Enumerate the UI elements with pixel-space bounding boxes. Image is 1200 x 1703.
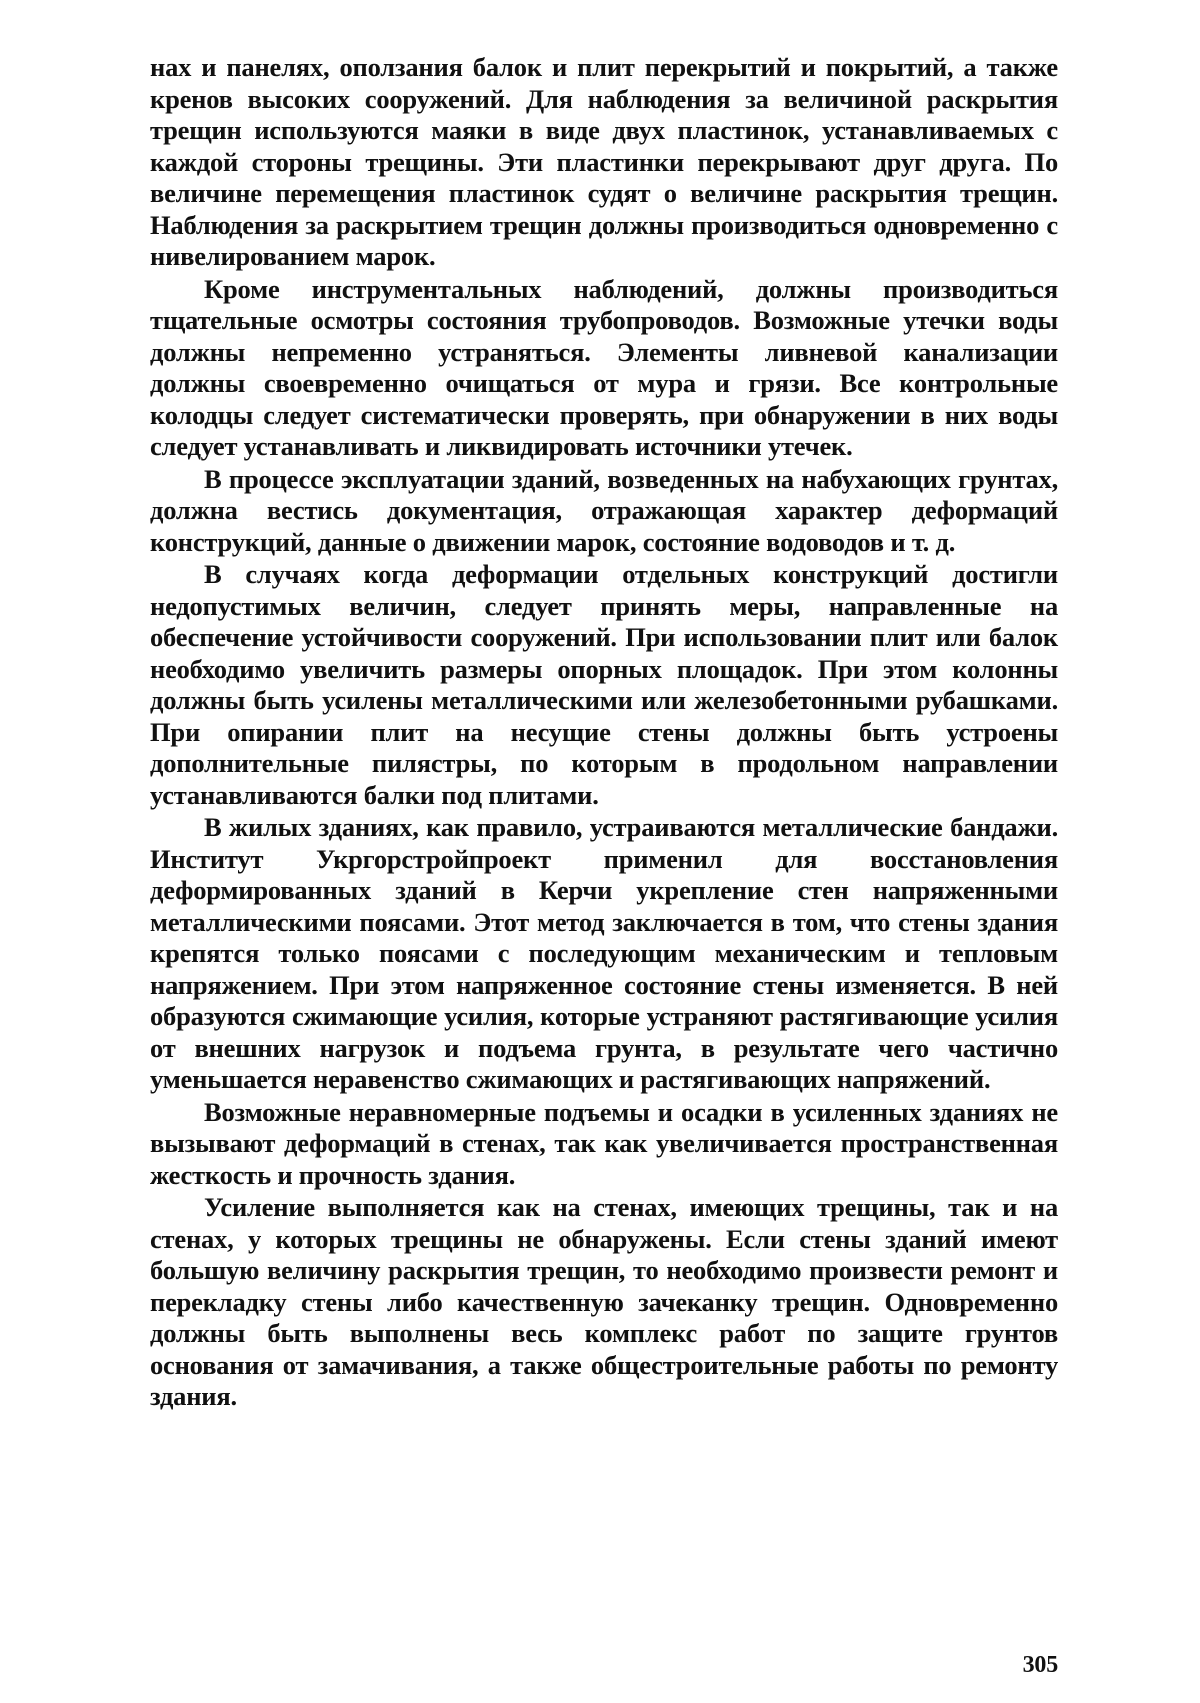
paragraph: Возможные неравномерные подъемы и осадки в усиленных зданиях не вызывают деформаций в стенах, так как увеличивается пространственная жесткость и прочность здания. — [150, 1096, 1058, 1190]
paragraph: Кроме инструментальных наблюдений, должны производиться тщательные осмотры состояния трубопроводов. Возможные утечки воды должны непременно устраняться. Элементы ливневой канализации должны своевременно очищаться от мура и грязи. Все контрольные колодцы следует систематически проверять, при обнаружении в них воды следует устанавливать и ликвидировать источники утечек. — [150, 273, 1058, 461]
paragraph: В случаях когда деформации отдельных конструкций достигли недопустимых величин, следует принять меры, направленные на обеспечение устойчивости сооружений. При использовании плит или балок необходимо увеличить размеры опорных площадок. При этом колонны должны быть усилены металлическими или железобетонными рубашками. При опирании плит на несущие стены должны быть устроены дополнительные пилястры, по которым в продольном направлении устанавливаются балки под плитами. — [150, 559, 1058, 810]
paragraph: В жилых зданиях, как правило, устраиваются металлические бандажи. Институт Укргорстройпроект применил для восстановления деформированных зданий в Керчи укрепление стен напряженными металлическими поясами. Этот метод заключается в том, что стены здания крепятся только поясами с последующим механическим и тепловым напряжением. При этом напряженное состояние стены изменяется. В ней образуются сжимающие усилия, которые устраняют растягивающие усилия от внешних нагрузок и подъема грунта, в результате чего частично уменьшается неравенство сжимающих и растягивающих напряжений. — [150, 812, 1058, 1094]
page-number: 305 — [1022, 1652, 1058, 1678]
paragraph: нах и панелях, оползания балок и плит перекрытий и покрытий, а также кренов высоких сооружений. Для наблюдения за величиной раскрытия трещин используются маяки в виде двух пластинок, устанавливаемых с каждой стороны трещины. Эти пластинки перекрывают друг друга. По величине перемещения пластинок судят о величине раскрытия трещин. Наблюдения за раскрытием трещин должны производиться одновременно с нивелированием марок. — [150, 52, 1058, 271]
book-page — [150, 52, 1058, 1692]
paragraph: Усиление выполняется как на стенах, имеющих трещины, так и на стенах, у которых трещины не обнаружены. Если стены зданий имеют большую величину раскрытия трещин, то необходимо произвести ремонт и перекладку стены либо качественную зачеканку трещин. Одновременно должны быть выполнены весь комплекс работ по защите грунтов основания от замачивания, а также общестроительные работы по ремонту здания. — [150, 1192, 1058, 1411]
paragraph: В процессе эксплуатации зданий, возведенных на набухающих грунтах, должна вестись документация, отражающая характер деформаций конструкций, данные о движении марок, состояние водоводов и т. д. — [150, 463, 1058, 557]
